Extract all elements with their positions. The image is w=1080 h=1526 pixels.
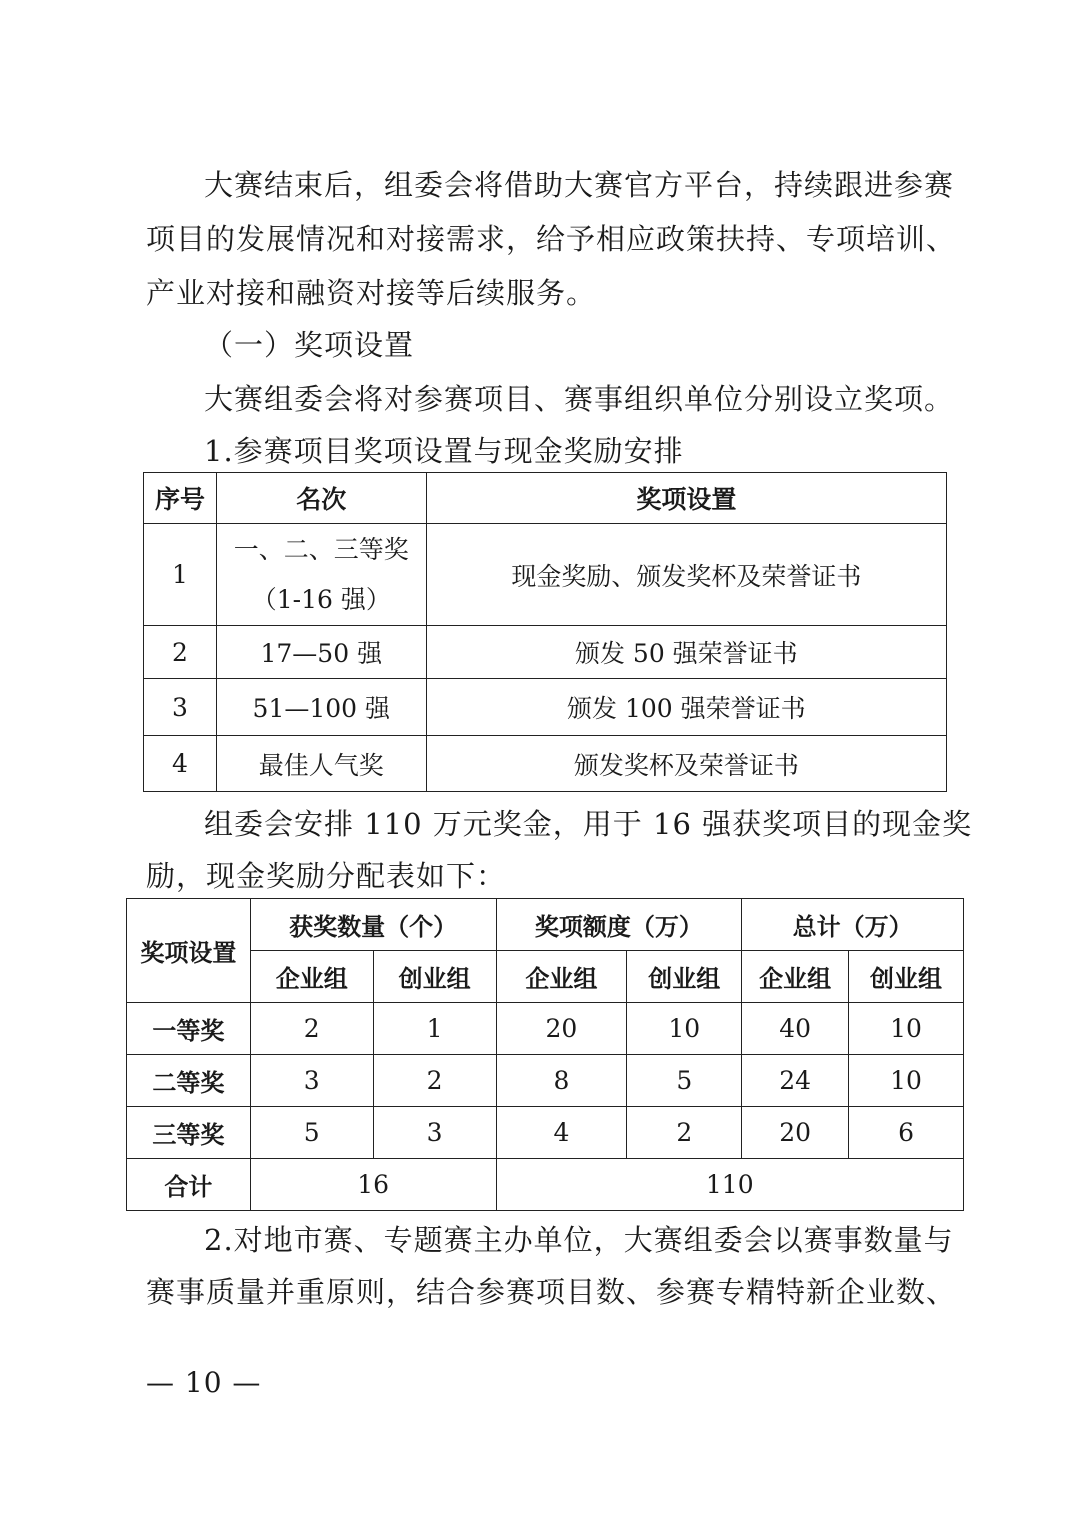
row-award: 现金奖励、颁发奖杯及荣誉证书 [426,524,946,626]
cell: 10 [849,1003,964,1055]
award-settings-table [143,472,947,792]
cell: 10 [627,1003,742,1055]
total-count: 16 [250,1159,496,1211]
table-row [127,1055,964,1107]
cell: 2 [250,1003,373,1055]
row-no: 4 [144,736,217,792]
cell: 6 [849,1107,964,1159]
header-group-amount: 奖项额度（万） [496,899,742,951]
intro-line-3: 产业对接和融资对接等后续服务。 [146,276,597,310]
sub-startup: 创业组 [627,951,742,1003]
table-row [127,1003,964,1055]
row-no: 3 [144,679,217,736]
table-row [127,1107,964,1159]
cell: 20 [742,1107,849,1159]
total-label: 合计 [127,1159,251,1211]
cell: 3 [373,1107,496,1159]
row-award: 颁发 100 强荣誉证书 [426,679,946,736]
cell: 3 [250,1055,373,1107]
row-label: 二等奖 [127,1055,251,1107]
sub-startup: 创业组 [849,951,964,1003]
cell: 8 [496,1055,627,1107]
section-heading: （一）奖项设置 [204,328,415,362]
cash-distribution-table [126,898,964,1211]
sub-enterprise: 企业组 [496,951,627,1003]
cell: 1 [373,1003,496,1055]
sub-enterprise: 企业组 [742,951,849,1003]
subheading-1: 1.参赛项目奖项设置与现金奖励安排 [204,434,684,468]
para2-line-2: 赛事质量并重原则，结合参赛项目数、参赛专精特新企业数、 [146,1275,957,1309]
rank-line-1: 一、二、三等奖 [233,534,409,564]
cell: 2 [373,1055,496,1107]
row-label: 三等奖 [127,1107,251,1159]
cell: 10 [849,1055,964,1107]
total-amount: 110 [496,1159,963,1211]
table-row [144,679,947,736]
cell: 5 [250,1107,373,1159]
para2-line-1: 2.对地市赛、专题赛主办单位，大赛组委会以赛事数量与 [204,1223,954,1257]
table-header-row [127,899,964,951]
sub-enterprise: 企业组 [250,951,373,1003]
row-rank [216,524,426,626]
header-award: 奖项设置 [426,473,946,524]
prize-line-1: 组委会安排 110 万元奖金，用于 16 强获奖项目的现金奖 [204,807,973,841]
page-number: — 10 — [146,1366,262,1399]
intro-line-1: 大赛结束后，组委会将借助大赛官方平台，持续跟进参赛 [204,168,955,202]
cell: 4 [496,1107,627,1159]
sub-startup: 创业组 [373,951,496,1003]
row-no: 2 [144,626,217,679]
cell: 20 [496,1003,627,1055]
header-group-count: 获奖数量（个） [250,899,496,951]
row-rank: 最佳人气奖 [216,736,426,792]
cell: 2 [627,1107,742,1159]
row-award: 颁发奖杯及荣誉证书 [426,736,946,792]
rank-line-2: （1-16 强） [251,584,391,614]
prize-line-2: 励，现金奖励分配表如下： [146,859,507,893]
cell: 5 [627,1055,742,1107]
section-intro: 大赛组委会将对参赛项目、赛事组织单位分别设立奖项。 [204,382,955,416]
intro-line-2: 项目的发展情况和对接需求，给予相应政策扶持、专项培训、 [146,222,957,256]
row-award: 颁发 50 强荣誉证书 [426,626,946,679]
table-total-row [127,1159,964,1211]
table-subheader-row [127,951,964,1003]
cell: 40 [742,1003,849,1055]
header-group-total: 总计（万） [742,899,964,951]
table-row [144,524,947,626]
header-corner: 奖项设置 [127,899,251,1003]
header-rank: 名次 [216,473,426,524]
row-label: 一等奖 [127,1003,251,1055]
header-no: 序号 [144,473,217,524]
row-rank: 17—50 强 [216,626,426,679]
table-row [144,626,947,679]
table-row [144,736,947,792]
row-no: 1 [144,524,217,626]
table-header-row [144,473,947,524]
row-rank: 51—100 强 [216,679,426,736]
cell: 24 [742,1055,849,1107]
